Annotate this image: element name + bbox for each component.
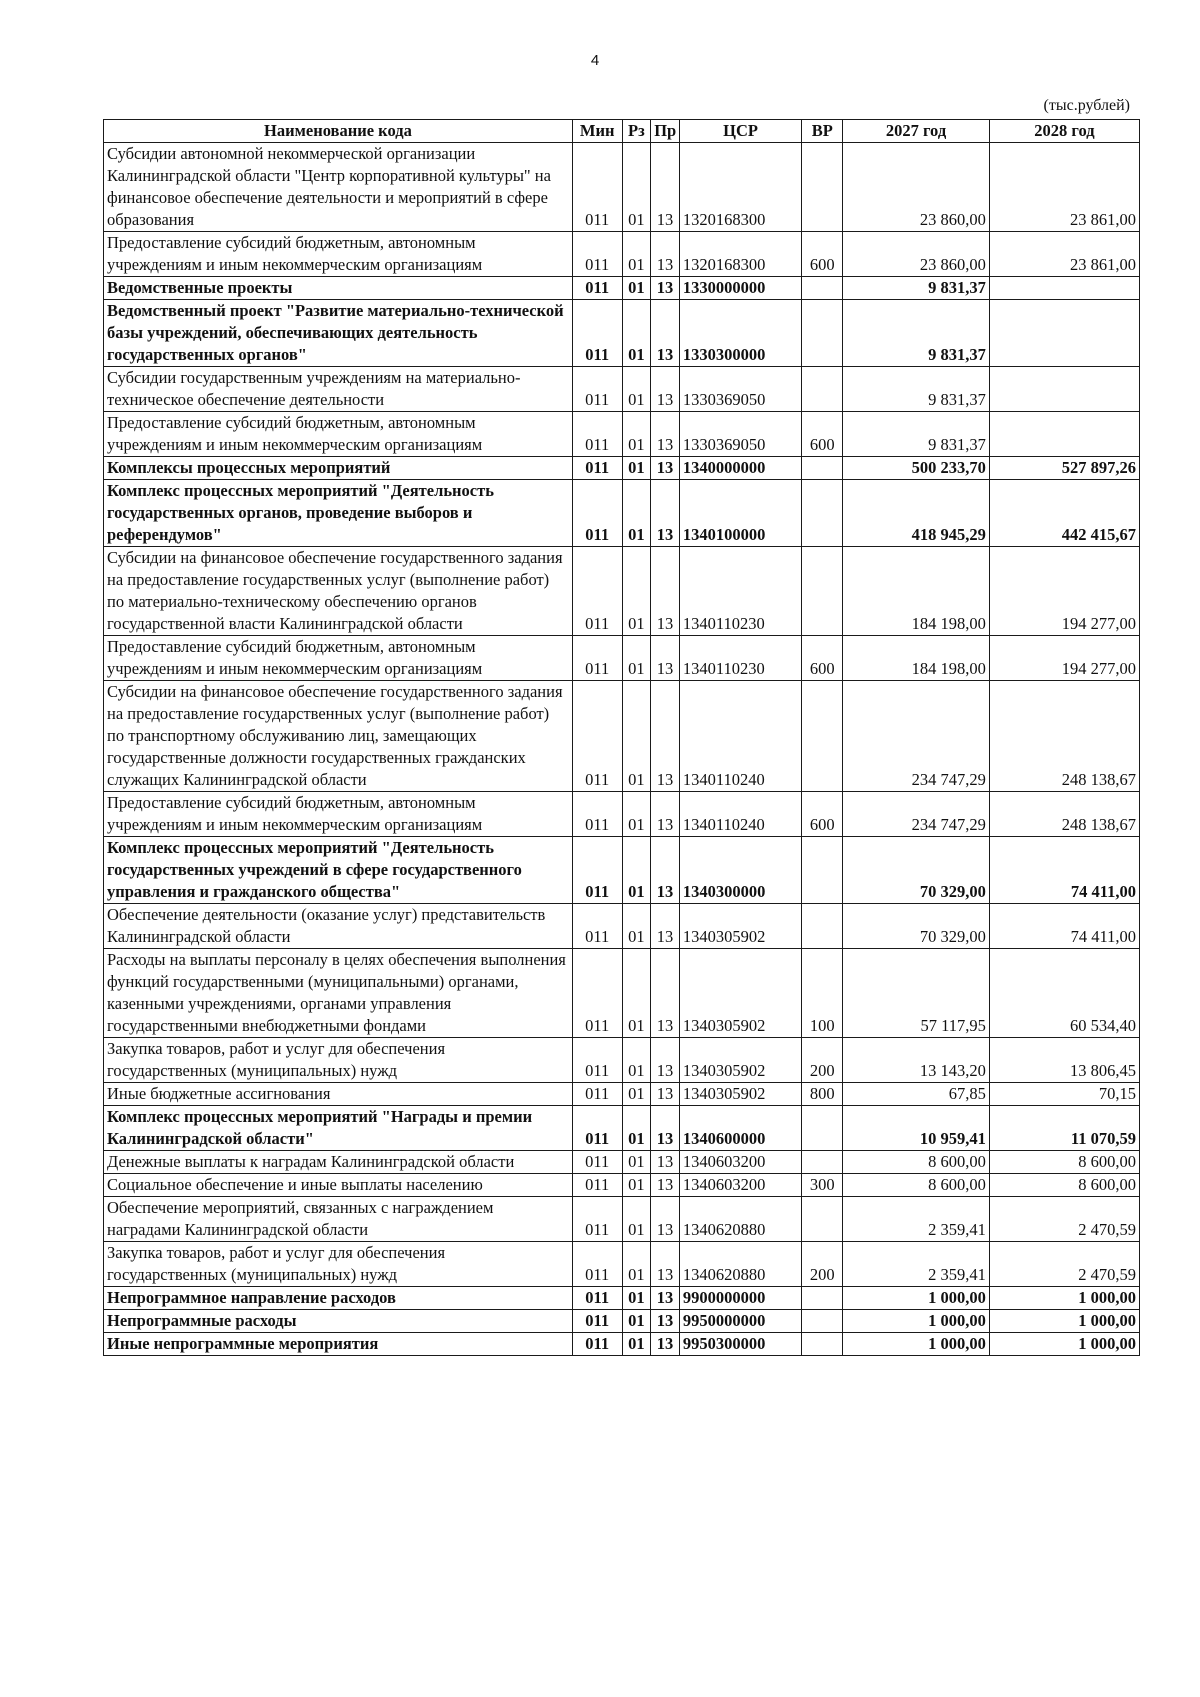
cell-2027: 8 600,00 xyxy=(843,1151,990,1174)
table-row xyxy=(104,1287,1140,1310)
cell-csr: 1330369050 xyxy=(679,412,801,457)
cell-vr: 200 xyxy=(802,1242,843,1287)
cell-pr: 13 xyxy=(651,904,680,949)
cell-min: 011 xyxy=(572,1038,622,1083)
cell-csr: 1340305902 xyxy=(679,949,801,1038)
units-label: (тыс.рублей) xyxy=(1043,97,1130,114)
cell-name: Иные бюджетные ассигнования xyxy=(104,1083,573,1106)
cell-2027: 2 359,41 xyxy=(843,1242,990,1287)
cell-2028: 248 138,67 xyxy=(989,792,1139,837)
cell-vr: 600 xyxy=(802,232,843,277)
cell-vr xyxy=(802,1333,843,1356)
cell-vr xyxy=(802,1197,843,1242)
cell-min: 011 xyxy=(572,792,622,837)
cell-pr: 13 xyxy=(651,412,680,457)
cell-csr: 1340000000 xyxy=(679,457,801,480)
table-row xyxy=(104,681,1140,792)
cell-name: Расходы на выплаты персоналу в целях обеспечения выполнения функций государственными (муниципальными) органами, казенными учреждениями, органами управления государственными внебюджетными фондами xyxy=(104,949,573,1038)
cell-csr: 9950000000 xyxy=(679,1310,801,1333)
cell-name: Ведомственный проект "Развитие материально-технической базы учреждений, обеспечивающих деятельность государственных органов" xyxy=(104,300,573,367)
cell-min: 011 xyxy=(572,1310,622,1333)
cell-vr xyxy=(802,143,843,232)
cell-2028: 2 470,59 xyxy=(989,1242,1139,1287)
cell-pr: 13 xyxy=(651,1106,680,1151)
cell-2027: 10 959,41 xyxy=(843,1106,990,1151)
cell-name: Обеспечение деятельности (оказание услуг) представительств Калининградской области xyxy=(104,904,573,949)
cell-name: Денежные выплаты к наградам Калининградской области xyxy=(104,1151,573,1174)
table-row xyxy=(104,232,1140,277)
cell-vr: 600 xyxy=(802,636,843,681)
cell-vr: 200 xyxy=(802,1038,843,1083)
cell-pr: 13 xyxy=(651,1083,680,1106)
cell-rz: 01 xyxy=(622,457,651,480)
cell-min: 011 xyxy=(572,1174,622,1197)
cell-vr xyxy=(802,681,843,792)
cell-vr xyxy=(802,547,843,636)
cell-min: 011 xyxy=(572,480,622,547)
header-rz: Рз xyxy=(622,120,651,143)
cell-pr: 13 xyxy=(651,277,680,300)
cell-rz: 01 xyxy=(622,792,651,837)
table-row xyxy=(104,1038,1140,1083)
cell-name: Предоставление субсидий бюджетным, автономным учреждениям и иным некоммерческим организациям xyxy=(104,636,573,681)
cell-csr: 9950300000 xyxy=(679,1333,801,1356)
cell-csr: 1340305902 xyxy=(679,1083,801,1106)
cell-min: 011 xyxy=(572,367,622,412)
cell-2028 xyxy=(989,367,1139,412)
cell-2027: 234 747,29 xyxy=(843,681,990,792)
cell-csr: 1330369050 xyxy=(679,367,801,412)
cell-2028: 13 806,45 xyxy=(989,1038,1139,1083)
cell-rz: 01 xyxy=(622,367,651,412)
cell-csr: 1340110230 xyxy=(679,636,801,681)
table-row xyxy=(104,904,1140,949)
table-row xyxy=(104,1310,1140,1333)
header-2028: 2028 год xyxy=(989,120,1139,143)
cell-2027: 23 860,00 xyxy=(843,143,990,232)
cell-2028: 11 070,59 xyxy=(989,1106,1139,1151)
cell-min: 011 xyxy=(572,300,622,367)
cell-vr xyxy=(802,300,843,367)
cell-rz: 01 xyxy=(622,1310,651,1333)
cell-rz: 01 xyxy=(622,1106,651,1151)
header-2027: 2027 год xyxy=(843,120,990,143)
cell-rz: 01 xyxy=(622,636,651,681)
cell-2028: 194 277,00 xyxy=(989,547,1139,636)
cell-pr: 13 xyxy=(651,1333,680,1356)
cell-pr: 13 xyxy=(651,1287,680,1310)
cell-min: 011 xyxy=(572,232,622,277)
cell-csr: 1340603200 xyxy=(679,1151,801,1174)
cell-csr: 1330000000 xyxy=(679,277,801,300)
cell-csr: 1340603200 xyxy=(679,1174,801,1197)
table-row xyxy=(104,547,1140,636)
cell-2028 xyxy=(989,277,1139,300)
cell-rz: 01 xyxy=(622,1083,651,1106)
cell-min: 011 xyxy=(572,681,622,792)
header-name: Наименование кода xyxy=(104,120,573,143)
cell-name: Иные непрограммные мероприятия xyxy=(104,1333,573,1356)
cell-vr xyxy=(802,457,843,480)
cell-2027: 418 945,29 xyxy=(843,480,990,547)
cell-vr xyxy=(802,277,843,300)
cell-name: Комплекс процессных мероприятий "Награды и премии Калининградской области" xyxy=(104,1106,573,1151)
cell-csr: 1340110240 xyxy=(679,792,801,837)
cell-vr: 300 xyxy=(802,1174,843,1197)
cell-pr: 13 xyxy=(651,636,680,681)
cell-name: Субсидии на финансовое обеспечение государственного задания на предоставление государственных услуг (выполнение работ) по транспортному обслуживанию лиц, замещающих государственные должности государственных гражданских служащих Калининградской области xyxy=(104,681,573,792)
cell-name: Субсидии автономной некоммерческой организации Калининградской области "Центр корпоративной культуры" на финансовое обеспечение деятельности и мероприятий в сфере образования xyxy=(104,143,573,232)
cell-2027: 9 831,37 xyxy=(843,300,990,367)
cell-min: 011 xyxy=(572,277,622,300)
cell-name: Непрограммные расходы xyxy=(104,1310,573,1333)
cell-name: Закупка товаров, работ и услуг для обеспечения государственных (муниципальных) нужд xyxy=(104,1038,573,1083)
header-min: Мин xyxy=(572,120,622,143)
cell-rz: 01 xyxy=(622,1287,651,1310)
cell-vr xyxy=(802,1310,843,1333)
cell-rz: 01 xyxy=(622,300,651,367)
cell-2028: 60 534,40 xyxy=(989,949,1139,1038)
cell-2027: 9 831,37 xyxy=(843,367,990,412)
cell-2027: 9 831,37 xyxy=(843,277,990,300)
cell-csr: 1340300000 xyxy=(679,837,801,904)
cell-csr: 1340620880 xyxy=(679,1242,801,1287)
cell-pr: 13 xyxy=(651,1174,680,1197)
cell-vr xyxy=(802,367,843,412)
cell-name: Предоставление субсидий бюджетным, автономным учреждениям и иным некоммерческим организациям xyxy=(104,792,573,837)
cell-pr: 13 xyxy=(651,457,680,480)
cell-name: Субсидии государственным учреждениям на материально-техническое обеспечение деятельности xyxy=(104,367,573,412)
header-vr: ВР xyxy=(802,120,843,143)
cell-min: 011 xyxy=(572,1333,622,1356)
cell-vr: 600 xyxy=(802,792,843,837)
cell-min: 011 xyxy=(572,949,622,1038)
cell-rz: 01 xyxy=(622,480,651,547)
table-row xyxy=(104,300,1140,367)
cell-2028: 1 000,00 xyxy=(989,1333,1139,1356)
cell-2028: 527 897,26 xyxy=(989,457,1139,480)
cell-rz: 01 xyxy=(622,904,651,949)
cell-name: Непрограммное направление расходов xyxy=(104,1287,573,1310)
cell-name: Комплекс процессных мероприятий "Деятельность государственных органов, проведение выборов и референдумов" xyxy=(104,480,573,547)
cell-2028: 74 411,00 xyxy=(989,837,1139,904)
cell-pr: 13 xyxy=(651,300,680,367)
cell-csr: 1340110230 xyxy=(679,547,801,636)
cell-vr: 600 xyxy=(802,412,843,457)
cell-rz: 01 xyxy=(622,949,651,1038)
cell-pr: 13 xyxy=(651,1242,680,1287)
cell-2027: 184 198,00 xyxy=(843,636,990,681)
cell-min: 011 xyxy=(572,1197,622,1242)
page-number: 4 xyxy=(590,52,600,69)
budget-table xyxy=(103,119,1140,1356)
cell-min: 011 xyxy=(572,547,622,636)
table-row xyxy=(104,1151,1140,1174)
cell-2027: 184 198,00 xyxy=(843,547,990,636)
cell-rz: 01 xyxy=(622,232,651,277)
cell-csr: 1340305902 xyxy=(679,904,801,949)
cell-min: 011 xyxy=(572,636,622,681)
cell-min: 011 xyxy=(572,837,622,904)
cell-name: Социальное обеспечение и иные выплаты населению xyxy=(104,1174,573,1197)
cell-2028: 2 470,59 xyxy=(989,1197,1139,1242)
cell-2027: 500 233,70 xyxy=(843,457,990,480)
cell-csr: 1340110240 xyxy=(679,681,801,792)
header-pr: Пр xyxy=(651,120,680,143)
cell-min: 011 xyxy=(572,1106,622,1151)
cell-pr: 13 xyxy=(651,143,680,232)
cell-vr xyxy=(802,837,843,904)
cell-name: Предоставление субсидий бюджетным, автономным учреждениям и иным некоммерческим организациям xyxy=(104,412,573,457)
cell-min: 011 xyxy=(572,1151,622,1174)
cell-2027: 57 117,95 xyxy=(843,949,990,1038)
table-body xyxy=(104,143,1140,1356)
cell-2027: 234 747,29 xyxy=(843,792,990,837)
cell-2027: 2 359,41 xyxy=(843,1197,990,1242)
cell-min: 011 xyxy=(572,143,622,232)
cell-2028: 74 411,00 xyxy=(989,904,1139,949)
cell-2027: 1 000,00 xyxy=(843,1287,990,1310)
cell-pr: 13 xyxy=(651,1151,680,1174)
header-row xyxy=(104,120,1140,143)
cell-name: Ведомственные проекты xyxy=(104,277,573,300)
cell-rz: 01 xyxy=(622,1151,651,1174)
table-row xyxy=(104,1333,1140,1356)
cell-pr: 13 xyxy=(651,480,680,547)
cell-2027: 1 000,00 xyxy=(843,1333,990,1356)
table-row xyxy=(104,1106,1140,1151)
cell-2028: 442 415,67 xyxy=(989,480,1139,547)
cell-name: Комплекс процессных мероприятий "Деятельность государственных учреждений в сфере государственного управления и гражданского общества" xyxy=(104,837,573,904)
cell-min: 011 xyxy=(572,1242,622,1287)
table-row xyxy=(104,480,1140,547)
cell-2028 xyxy=(989,412,1139,457)
cell-vr: 800 xyxy=(802,1083,843,1106)
table-row xyxy=(104,792,1140,837)
cell-pr: 13 xyxy=(651,949,680,1038)
cell-2028: 194 277,00 xyxy=(989,636,1139,681)
table-row xyxy=(104,1197,1140,1242)
table-row xyxy=(104,277,1140,300)
cell-2028: 1 000,00 xyxy=(989,1287,1139,1310)
table-row xyxy=(104,143,1140,232)
cell-2028: 248 138,67 xyxy=(989,681,1139,792)
table-row xyxy=(104,367,1140,412)
cell-rz: 01 xyxy=(622,547,651,636)
cell-rz: 01 xyxy=(622,1038,651,1083)
cell-csr: 9900000000 xyxy=(679,1287,801,1310)
cell-2028: 23 861,00 xyxy=(989,143,1139,232)
cell-rz: 01 xyxy=(622,837,651,904)
cell-vr xyxy=(802,480,843,547)
cell-name: Предоставление субсидий бюджетным, автономным учреждениям и иным некоммерческим организациям xyxy=(104,232,573,277)
table-row xyxy=(104,837,1140,904)
cell-rz: 01 xyxy=(622,1174,651,1197)
cell-name: Закупка товаров, работ и услуг для обеспечения государственных (муниципальных) нужд xyxy=(104,1242,573,1287)
cell-vr xyxy=(802,1287,843,1310)
cell-2027: 67,85 xyxy=(843,1083,990,1106)
table-row xyxy=(104,457,1140,480)
cell-2028: 8 600,00 xyxy=(989,1174,1139,1197)
cell-vr xyxy=(802,904,843,949)
cell-min: 011 xyxy=(572,904,622,949)
cell-min: 011 xyxy=(572,1287,622,1310)
cell-csr: 1340305902 xyxy=(679,1038,801,1083)
cell-pr: 13 xyxy=(651,367,680,412)
cell-rz: 01 xyxy=(622,412,651,457)
cell-name: Обеспечение мероприятий, связанных с награждением наградами Калининградской области xyxy=(104,1197,573,1242)
cell-csr: 1340600000 xyxy=(679,1106,801,1151)
cell-rz: 01 xyxy=(622,1242,651,1287)
cell-2027: 9 831,37 xyxy=(843,412,990,457)
header-csr: ЦСР xyxy=(679,120,801,143)
cell-pr: 13 xyxy=(651,837,680,904)
cell-vr xyxy=(802,1151,843,1174)
cell-rz: 01 xyxy=(622,681,651,792)
cell-2027: 8 600,00 xyxy=(843,1174,990,1197)
cell-pr: 13 xyxy=(651,681,680,792)
cell-rz: 01 xyxy=(622,1197,651,1242)
cell-pr: 13 xyxy=(651,792,680,837)
cell-2027: 1 000,00 xyxy=(843,1310,990,1333)
cell-pr: 13 xyxy=(651,1038,680,1083)
cell-name: Комплексы процессных мероприятий xyxy=(104,457,573,480)
cell-rz: 01 xyxy=(622,277,651,300)
cell-pr: 13 xyxy=(651,232,680,277)
cell-vr: 100 xyxy=(802,949,843,1038)
cell-rz: 01 xyxy=(622,143,651,232)
cell-vr xyxy=(802,1106,843,1151)
table-row xyxy=(104,949,1140,1038)
cell-2027: 70 329,00 xyxy=(843,904,990,949)
cell-2027: 23 860,00 xyxy=(843,232,990,277)
cell-2027: 70 329,00 xyxy=(843,837,990,904)
cell-2028: 70,15 xyxy=(989,1083,1139,1106)
cell-2027: 13 143,20 xyxy=(843,1038,990,1083)
cell-name: Субсидии на финансовое обеспечение государственного задания на предоставление государственных услуг (выполнение работ) по материально-техническому обеспечению органов государственной власти Калининградской области xyxy=(104,547,573,636)
cell-2028: 1 000,00 xyxy=(989,1310,1139,1333)
cell-csr: 1320168300 xyxy=(679,143,801,232)
cell-csr: 1330300000 xyxy=(679,300,801,367)
cell-csr: 1320168300 xyxy=(679,232,801,277)
cell-pr: 13 xyxy=(651,1197,680,1242)
table-row xyxy=(104,1242,1140,1287)
table-row xyxy=(104,1083,1140,1106)
cell-2028 xyxy=(989,300,1139,367)
cell-csr: 1340100000 xyxy=(679,480,801,547)
cell-min: 011 xyxy=(572,412,622,457)
cell-min: 011 xyxy=(572,1083,622,1106)
cell-rz: 01 xyxy=(622,1333,651,1356)
cell-2028: 8 600,00 xyxy=(989,1151,1139,1174)
cell-pr: 13 xyxy=(651,547,680,636)
cell-pr: 13 xyxy=(651,1310,680,1333)
table-row xyxy=(104,636,1140,681)
cell-min: 011 xyxy=(572,457,622,480)
table-row xyxy=(104,1174,1140,1197)
cell-2028: 23 861,00 xyxy=(989,232,1139,277)
cell-csr: 1340620880 xyxy=(679,1197,801,1242)
table-row xyxy=(104,412,1140,457)
